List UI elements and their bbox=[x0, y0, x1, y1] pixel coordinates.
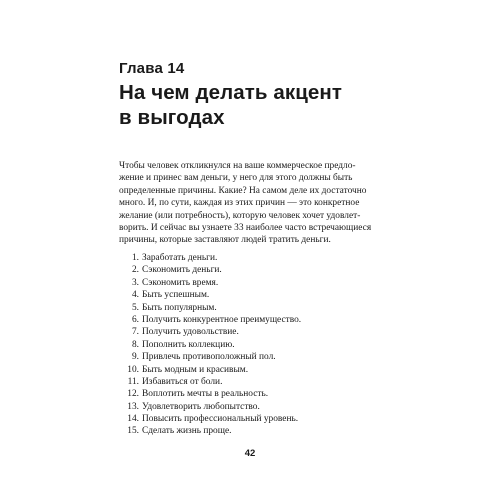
list-item bbox=[119, 339, 379, 351]
list-item-number: 15. bbox=[127, 426, 139, 437]
list-item-text: Удовлетворить любопытство. bbox=[142, 401, 260, 412]
list-item bbox=[119, 252, 379, 264]
paragraph-line: Чтобы человек откликнулся на ваше коммерческое предло- bbox=[119, 161, 356, 171]
list-item bbox=[119, 302, 379, 314]
intro-paragraph bbox=[119, 160, 387, 247]
paragraph-line: желание (или потребность), которую человек хочет удовлет- bbox=[119, 210, 361, 221]
chapter-title-line: На чем делать акцент bbox=[119, 81, 343, 104]
list-item bbox=[119, 289, 379, 301]
list-item-text: Привлечь противоположный пол. bbox=[142, 352, 276, 363]
list-item-text: Получить конкурентное преимущество. bbox=[142, 314, 302, 325]
list-item-text: Пополнить коллекцию. bbox=[142, 339, 235, 350]
list-item-number: 9. bbox=[131, 352, 139, 363]
chapter-title bbox=[119, 80, 419, 130]
list-item bbox=[119, 314, 379, 326]
chapter-label: Глава 14 bbox=[119, 60, 185, 77]
list-item-text: Быть популярным. bbox=[142, 302, 217, 313]
list-item-number: 1. bbox=[131, 253, 139, 263]
list-item-number: 10. bbox=[127, 364, 139, 375]
list-item-number: 3. bbox=[131, 277, 139, 288]
list-item-number: 2. bbox=[131, 265, 139, 276]
list-item-text: Получить удовольствие. bbox=[142, 327, 239, 338]
list-item bbox=[119, 388, 379, 400]
list-item-text: Сэкономить деньги. bbox=[142, 265, 222, 276]
list-item-number: 7. bbox=[131, 327, 139, 338]
page-number: 42 bbox=[244, 448, 256, 459]
list-item-text: Быть модным и красивым. bbox=[142, 364, 249, 375]
list-item-number: 6. bbox=[131, 314, 139, 325]
list-item bbox=[119, 264, 379, 276]
list-item bbox=[119, 425, 379, 437]
list-item-number: 11. bbox=[127, 376, 139, 387]
chapter-title-line: в выгодах bbox=[119, 106, 225, 129]
list-item bbox=[119, 401, 379, 413]
paragraph-line: жение и принес вам деньги, у него для этого должны быть bbox=[119, 173, 353, 184]
paragraph-line: определенные причины. Какие? На самом деле их достаточно bbox=[119, 185, 367, 196]
list-item bbox=[119, 413, 379, 425]
reasons-list bbox=[119, 252, 379, 438]
list-item bbox=[119, 376, 379, 388]
list-item-number: 14. bbox=[127, 414, 139, 425]
list-item-text: Повысить профессиональный уровень. bbox=[142, 414, 299, 425]
paragraph-line: много. И, по сути, каждая из этих причин — это конкретное bbox=[119, 198, 360, 209]
list-item-number: 5. bbox=[131, 302, 139, 313]
paragraph-line: причины, которые заставляют людей тратить деньги. bbox=[119, 235, 331, 246]
list-item-number: 4. bbox=[131, 290, 139, 301]
list-item-text: Заработать деньги. bbox=[142, 253, 218, 263]
list-item-text: Воплотить мечты в реальность. bbox=[142, 389, 269, 400]
list-item-number: 13. bbox=[127, 401, 139, 412]
paragraph-line: ворить. И сейчас вы узнаете 33 наиболее часто встречающиеся bbox=[119, 223, 372, 234]
list-item bbox=[119, 364, 379, 376]
list-item-number: 8. bbox=[131, 339, 139, 350]
list-item-text: Быть успешным. bbox=[142, 290, 210, 301]
list-item bbox=[119, 326, 379, 338]
list-item-text: Сэкономить время. bbox=[142, 277, 219, 288]
list-item-number: 12. bbox=[127, 389, 139, 400]
list-item-text: Сделать жизнь проще. bbox=[142, 426, 232, 437]
list-item bbox=[119, 277, 379, 289]
list-item-text: Избавиться от боли. bbox=[142, 376, 223, 387]
list-item bbox=[119, 351, 379, 363]
